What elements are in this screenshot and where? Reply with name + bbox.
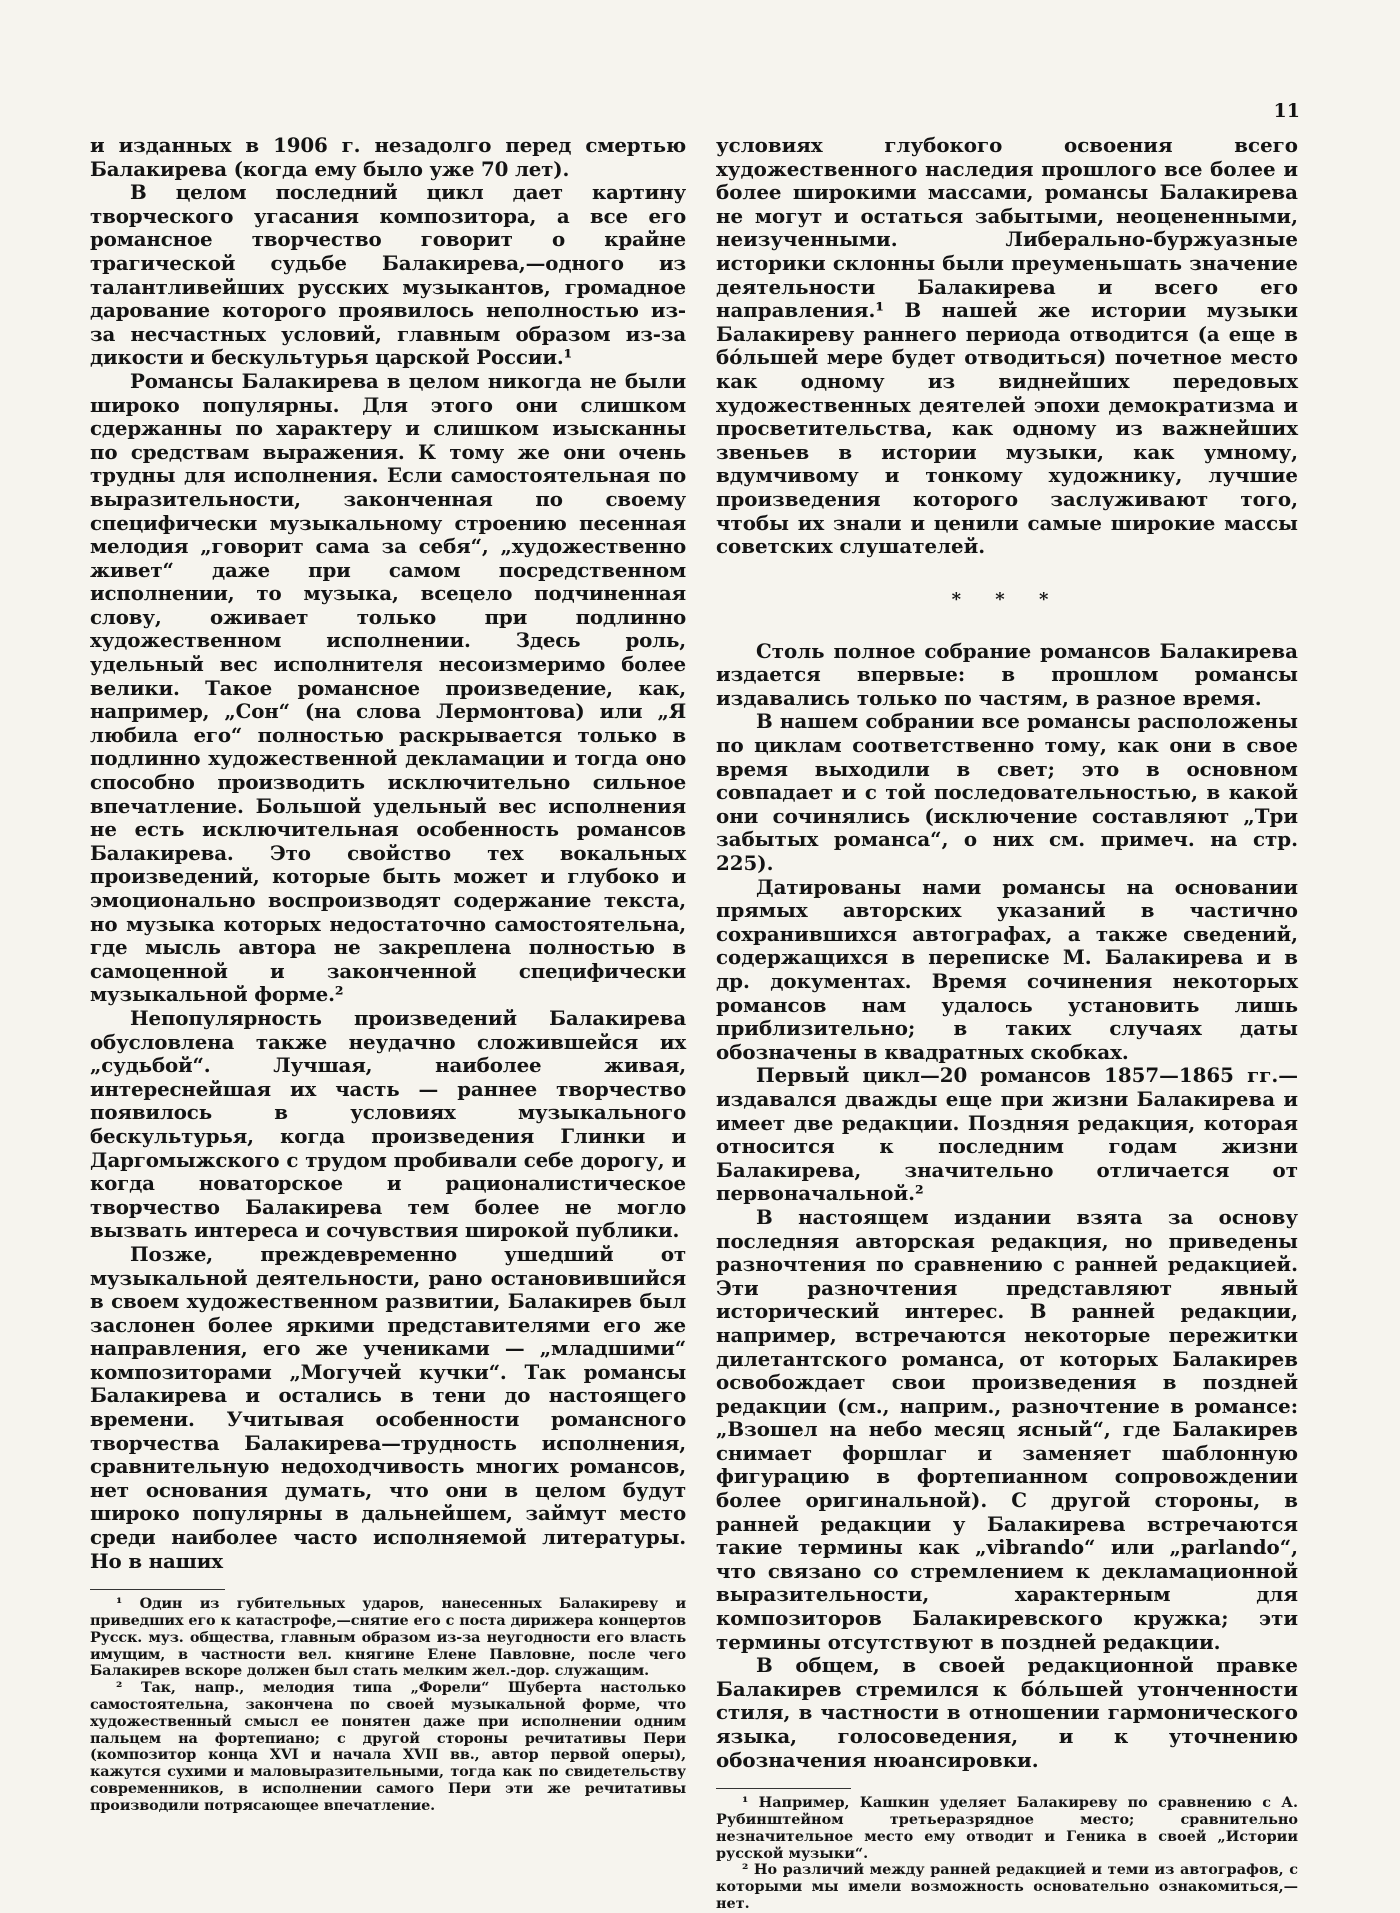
paragraph: В нашем собрании все романсы расположены по циклам соответственно тому, как они в свое время выходили в свет; это в основном совпадает и с той последовательностью, в какой они сочинялись (исключение составляют „Три забытых романса“, о них см. примеч. на стр. 225). <box>716 709 1298 876</box>
footnotes <box>716 1795 1298 1913</box>
footnote: ¹ Один из губительных ударов, нанесенных Балакиреву и приведших его к катастрофе,—снятие его с поста дирижера концертов Русск. муз. общества, главным образом из-за неугодности его власть имущим, в частности вел. княгине Елене Павловне, после чего Балакирев вскоре должен был стать мелким жел.-дор. служащим. <box>90 1595 686 1680</box>
paragraph: В настоящем издании взята за основу последняя авторская редакция, но приведены разночтения по сравнению с ранней редакцией. Эти разночтения представляют явный исторический интерес. В ранней редакции, например, встречаются некоторые пережитки дилетантского романса, от которых Балакирев освобождает свои произведения в поздней редакции (см., наприм., разночтение в романсе: „Взошел на небо месяц ясный“, где Балакирев снимает форшлаг и заменяет шаблонную фигурацию в фортепианном сопровождении более оригинальной). С другой стороны, в ранней редакции у Балакирева встречаются такие термины как „vibrando“ или „parlando“, что связано со стремлением к декламационной выразительности, характерным для композиторов Балакиревского кружка; эти термины отсутствуют в поздней редакции. <box>716 1204 1298 1654</box>
paragraph: В целом последний цикл дает картину творческого угасания композитора, а все его романсное творчество говорит о крайне трагической судьбе Балакирева,—одного из талантливейших русских музыкантов, громадное дарование которого проявилось неполностью из-за несчастных условий, главным образом из-за дикости и бескультурья царской России.¹ <box>90 180 686 370</box>
left-column <box>90 134 686 1815</box>
paragraph: Первый цикл—20 романсов 1857—1865 гг.— издавался дважды еще при жизни Балакирева и имеет две редакции. Поздняя редакция, которая относится к последним годам жизни Балакирева, значительно отличается от первоначальной.² <box>716 1063 1298 1206</box>
paragraph: Столь полное собрание романсов Балакирева издается впервые: в прошлом романсы издавались только по частям, в разное время. <box>716 638 1298 710</box>
paragraph: Непопулярность произведений Балакирева обусловлена также неудачно сложившейся их „судьбой“. Лучшая, наиболее живая, интереснейшая их часть — раннее творчество появилось в условиях музыкального бескультурья, когда произведения Глинки и Даргомыжского с трудом пробивали себе дорогу, и когда новаторское и рационалистическое творчество Балакирева тем более не могло вызвать интереса и сочувствия широкой публики. <box>90 1005 686 1243</box>
footnote: ¹ Например, Кашкин уделяет Балакиреву по сравнению с А. Рубинштейном третьеразрядное место; сравнительно незначительное место ему отводит и Геника в своей „Истории русской музыки“. <box>716 1794 1298 1862</box>
footnote: ² Но различий между ранней редакцией и теми из автографов, с которыми мы имели возможность основательно ознакомиться,—нет. <box>716 1861 1298 1912</box>
footnote: ² Так, напр., мелодия типа „Форели“ Шуберта настолько самостоятельна, закончена по своей музыкальной форме, что художественный смысл ее понятен даже при исполнении одним пальцем на фортепиано; с другой стороны речитативы Пери (композитор конца XVI и начала XVII вв., автор первой оперы), кажутся сухими и маловыразительными, тогда как по свидетельству современников, в исполнении самого Пери эти же речитативы производили потрясающее впечатление. <box>90 1679 686 1814</box>
page-number: 11 <box>1273 100 1300 122</box>
paragraph: Позже, преждевременно ушедший от музыкальной деятельности, рано остановившийся в своем художественном развитии, Балакирев был заслонен более яркими представителями его же направления, его же учениками — „младшими“ композиторами „Могучей кучки“. Так романсы Балакирева и остались в тени до настоящего времени. Учитывая особенности романсного творчества Балакирева—трудность исполнения, сравнительную недоходчивость многих романсов, нет основания думать, что они в целом будут широко популярны в дальнейшем, займут место среди наиболее часто исполняемой литературы. Но в наших <box>90 1241 686 1573</box>
footnote-divider <box>90 1589 225 1590</box>
footnotes <box>90 1596 686 1814</box>
paragraph: Романсы Балакирева в целом никогда не были широко популярны. Для этого они слишком сдержанны по характеру и слишком изысканны по средствам выражения. К тому же они очень трудны для исполнения. Если самостоятельная по выразительности, законченная по своему специфически музыкальному строению песенная мелодия „говорит сама за себя“, „художественно живет“ даже при самом посредственном исполнении, то музыка, всецело подчиненная слову, оживает только при подлинно художественном исполнении. Здесь роль, удельный вес исполнителя несоизмеримо более велики. Такое романсное произведение, как, например, „Сон“ (на слова Лермонтова) или „Я любила его“ полностью раскрывается только в подлинно художественной декламации и тогда оно способно производить исключительно сильное впечатление. Большой удельный вес исполнения не есть исключительная особенность романсов Балакирева. Это свойство тех вокальных произведений, которые быть может и глубоко и эмоционально воспроизводят содержание текста, но музыка которых недостаточно самостоятельна, где мысль автора не закреплена полностью в самоценной и законченной специфически музыкальной форме.² <box>90 368 686 1007</box>
paragraph: условиях глубокого освоения всего художественного наследия прошлого все более и более широкими массами, романсы Балакирева не могут и остаться забытыми, неоцененными, неизученными. Либерально-буржуазные историки склонны были преуменьшать значение деятельности Балакирева и всего его направления.¹ В нашей же истории музыки Балакиреву раннего периода отводится (а еще в бо́льшей мере будет отводиться) почетное место как одному из виднейших передовых художественных деятелей эпохи демократизма и просветительства, как одному из важнейших звеньев в истории музыки, как умному, вдумчивому и тонкому художнику, лучшие произведения которого заслуживают того, чтобы их знали и ценили самые широкие массы советских слушателей. <box>716 133 1298 559</box>
paragraph: и изданных в 1906 г. незадолго перед смертью Балакирева (когда ему было уже 70 лет). <box>90 133 686 181</box>
paragraph: Датированы нами романсы на основании прямых авторских указаний в частично сохранившихся автографах, а также сведений, содержащихся в переписке М. Балакирева и в др. документах. Время сочинения некоторых романсов нам удалось установить лишь приблизительно; в таких случаях даты обозначены в квадратных скобках. <box>716 874 1298 1064</box>
right-column <box>716 134 1298 1913</box>
section-break-asterism: * * * <box>951 588 1063 610</box>
footnote-divider <box>716 1788 851 1789</box>
paragraph: В общем, в своей редакционной правке Балакирев стремился к бо́льшей утонченности стиля, в частности в отношении гармонического языка, голосоведения, и к уточнению обозначения нюансировки. <box>716 1653 1298 1772</box>
